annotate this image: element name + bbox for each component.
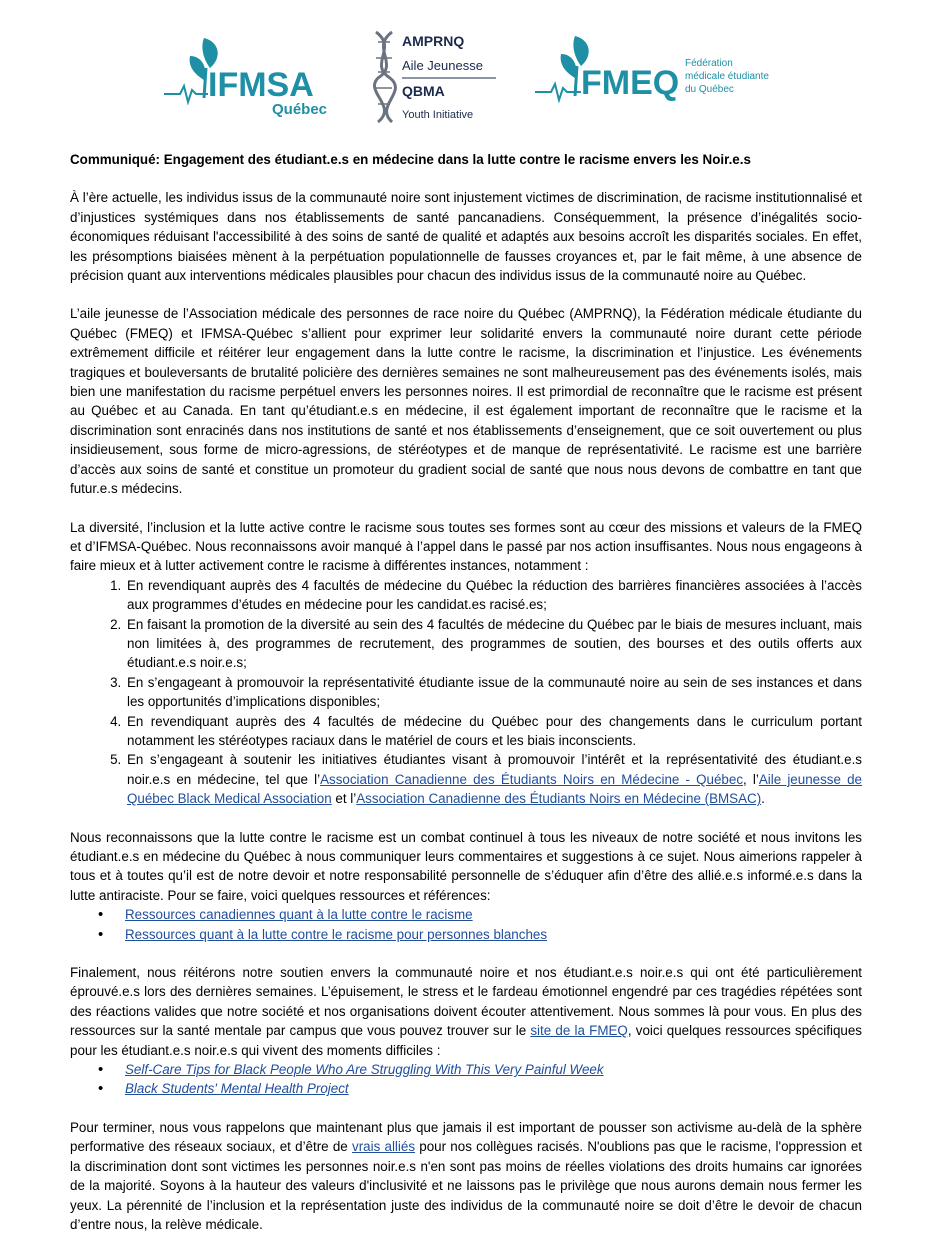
list-item <box>125 905 862 924</box>
list-item: 2. En faisant la promotion de la diversité au sein des 4 facultés de médecine du Québec par le biais de mesures incluant, mais non limitées à, des programmes de recrutement, des programmes de soutien, des bourses et des outils offerts aux étudiant.e.s noir.e.s; <box>125 615 862 673</box>
ifmsa-sub-text: Québec <box>272 101 328 118</box>
list-item <box>125 750 862 808</box>
ifmsa-quebec-logo <box>160 28 350 118</box>
link-self-care-tips[interactable]: Self-Care Tips for Black People Who Are Struggling With This Very Painful Week <box>125 1062 604 1078</box>
logo-header <box>150 28 790 128</box>
paragraph-solidarity: L’aile jeunesse de l’Association médicale des personnes de race noire du Québec (AMPRNQ), la Fédération médicale étudiante du Québec (FMEQ) et IFMSA-Québec s’allient pour exprimer leur solidarité envers la communauté noire durant cette période extrêmement difficile et réitérer leur engagement dans la lutte contre le racisme, la discrimination et l’injustice. Les événements tragiques et bouleversants de brutalité policière des dernières semaines ne sont malheureusement pas des événements isolés, mais bien une manifestation du racisme perpétuel envers les personnes noires. Il est primordial de reconnaître que le racisme est présent au Québec et au Canada. En tant qu’étudiant.e.s en médecine, il est également important de reconnaître que le racisme et la discrimination sont enracinés dans nos institutions de santé et nos établissements d’enseignement, que ce soit ouvertement ou plus insidieusement, sous forme de micro-agressions, de stéréotypes et de manque de représentativité. Le racisme est une barrière d’accès aux soins de santé et constitue un promoteur du gradient social de santé que nous nous devons de combattre en tant que futur.e.s médecins. <box>70 306 862 497</box>
amprnq-line2: Aile Jeunesse <box>402 58 483 73</box>
paragraph-resources-intro: Nous reconnaissons que la lutte contre le racisme est un combat continuel à tous les niveaux de notre société et nous invitons les étudiant.e.s en médecine du Québec à nous communiquer leurs commentaires et suggestions à ce sujet. Nous aimerions rappeler à tous et à toutes qu’il est de notre devoir et notre responsabilité personnelle de s’éduquer afin d’être des allié.e.s informé.e.s dans la lutte antiraciste. Pour se faire, voici quelques ressources et références: <box>70 829 862 903</box>
list-item <box>125 1060 862 1079</box>
support-text-after: , voici quelques ressources spécifiques pour les étudiant.e.s noir.e.s qui vivent des moments difficiles : <box>70 1023 862 1058</box>
document-body <box>70 150 862 1253</box>
fmeq-line3: du Québec <box>685 84 734 95</box>
item5-text-end: . <box>761 791 765 807</box>
paragraph-context: À l’ère actuelle, les individus issus de la communauté noire sont injustement victimes de discrimination, de racisme institutionnalisé et d’injustices systémiques dans nos établissements de santé pancanadiens. Conséquemment, la présence d’inégalités socio-économiques réduisant l'accessibilité à des soins de santé de qualité et adaptés aux besoins accroît les disparités sociales. En effet, les présomptions biaisées mènent à la perpétuation populationnelle de fausses croyances et, par le fait même, à une absence de précision quant aux interventions médicales plausibles pour chacun des individus issus de la communauté noire au Québec. <box>70 190 862 284</box>
paragraph-conclusion <box>70 1118 862 1234</box>
item5-text-mid2: et l’ <box>331 791 357 807</box>
list-item <box>125 925 862 944</box>
link-white-people-resources[interactable]: Ressources quant à la lutte contre le racisme pour personnes blanches <box>125 926 548 942</box>
list-item: 3. En s’engageant à promouvoir la représentativité étudiante issue de la communauté noire au sein de ses instances et dans les opportunités d’implications disponibles; <box>125 673 862 712</box>
link-qbma-youth[interactable]: Aile jeunesse de Québec Black Medical Association <box>127 771 862 807</box>
item5-text-before: En s’engageant à soutenir les initiatives étudiantes visant à promouvoir l’intérêt et la représentativité des étudiant.e.s noir.e.s en médecine, tel que l’ <box>127 752 862 787</box>
list-item <box>125 1079 862 1098</box>
link-black-students-mental-health[interactable]: Black Students' Mental Health Project <box>125 1081 349 1097</box>
link-vrais-allies[interactable]: vrais alliés <box>352 1139 416 1155</box>
list-item: 1. En revendiquant auprès des 4 facultés de médecine du Québec la réduction des barrières financières associées à l’accès aux programmes d’études en médecine pour les candidat.es racisé.es; <box>125 576 862 615</box>
support-text-before: Finalement, nous réitérons notre soutien envers la communauté noire et nos étudiant.e.s noir.e.s qui ont été particulièrement éprouvé.e.s lors des dernières semaines. L’épuisement, le stress et le fardeau émotionnel engendré par ces tragédies répétées sont des réactions valides que notre société et nos organisations doivent écouter attentivement. Nous sommes là pour vous. En plus des ressources sur la santé mentale par campus que vous pouvez trouver sur le <box>70 965 862 1039</box>
fmeq-line1: Fédération <box>685 58 733 69</box>
ifmsa-text: IFMSA <box>208 66 314 104</box>
link-acenm-quebec[interactable]: Association Canadienne des Étudiants Noirs en Médecine - Québec <box>320 771 744 787</box>
link-bmsac[interactable]: Association Canadienne des Étudiants Noirs en Médecine (BMSAC) <box>356 791 762 807</box>
list-item: 4. En revendiquant auprès des 4 facultés de médecine du Québec pour des changements dans le curriculum portant notamment les stéréotypes raciaux dans le matériel de cours et les biais inconscients. <box>125 712 862 751</box>
fmeq-text: FMEQ <box>581 64 680 102</box>
link-canadian-resources[interactable]: Ressources canadiennes quant à la lutte contre le racisme <box>125 907 473 923</box>
mental-health-resources-list <box>70 1060 862 1099</box>
resources-list <box>70 905 862 944</box>
item5-text-mid1: , l’ <box>743 771 759 787</box>
amprnq-line1: AMPRNQ <box>402 33 465 49</box>
amprnq-logo <box>368 28 528 124</box>
fmeq-line2: médicale étudiante <box>685 71 769 82</box>
paragraph-commitments-intro: La diversité, l’inclusion et la lutte active contre le racisme sous toutes ses formes sont au cœur des missions et valeurs de la FMEQ et d’IFMSA-Québec. Nous reconnaissons avoir manqué à l’appel dans le passé par nos action insuffisantes. Nous nous engageons à faire mieux et à lutter activement contre le racisme à différentes instances, notamment : <box>70 519 862 574</box>
fmeq-logo <box>535 28 785 118</box>
amprnq-line4: Youth Initiative <box>402 109 474 121</box>
conclusion-text-before: Pour terminer, nous vous rappelons que maintenant plus que jamais il est important de pousser son activisme au-delà de la sphère performative des réseaux sociaux, et d’être de <box>70 1119 862 1155</box>
amprnq-line3: QBMA <box>402 83 445 99</box>
conclusion-text-after: pour nos collègues racisés. N'oublions pas que le racisme, l'oppression et la discrimination dont sont victimes les personnes noir.e.s n'en sont pas moins de réelles violations des droits humains car ignorées de la majorité. Soyons à la hauteur des valeurs d'inclusivité et ne laissons pas le privilège que nous aurons demain nous fermer les yeux. La pérennité de l’inclusion et la représentation juste des individus de la communauté noire se doit d’être le devoir de chacun d’entre nous, la relève médicale. <box>70 1139 863 1232</box>
commitments-list <box>70 576 862 809</box>
paragraph-support <box>70 963 862 1060</box>
link-fmeq-site[interactable]: site de la FMEQ <box>530 1023 628 1039</box>
document-title: Communiqué: Engagement des étudiant.e.s en médecine dans la lutte contre le racisme envers les Noir.e.s <box>70 152 751 167</box>
